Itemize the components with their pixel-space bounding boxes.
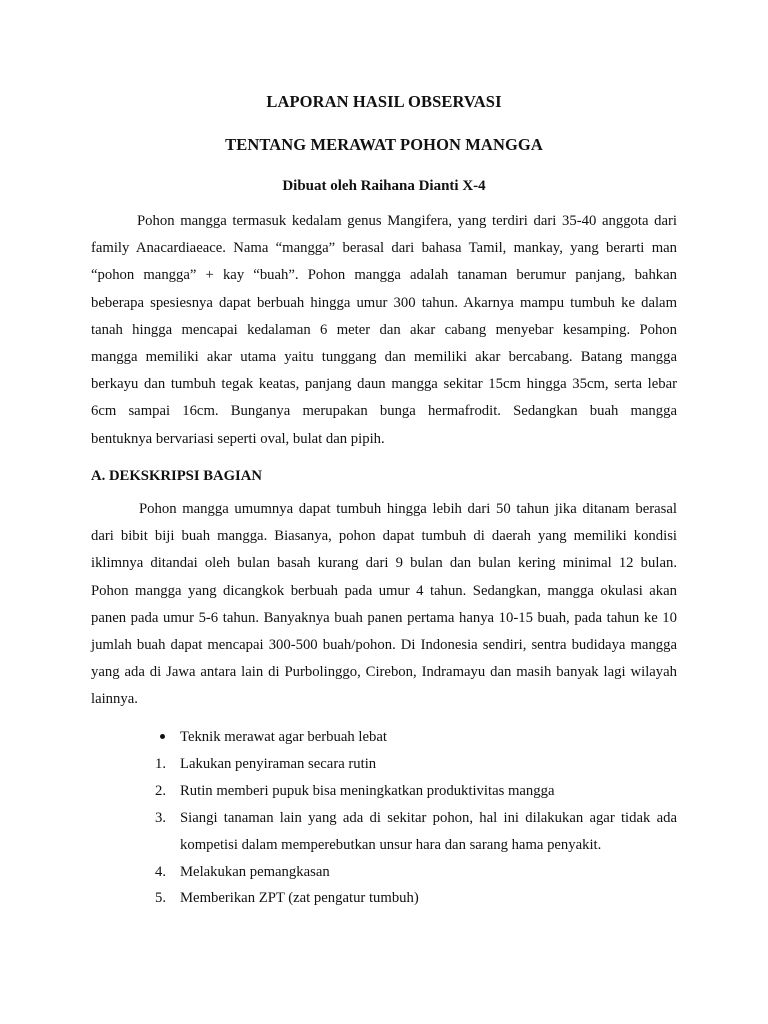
list-item-number: 4. — [155, 864, 167, 880]
report-title: LAPORAN HASIL OBSERVASI — [266, 92, 502, 111]
list-item-number: 1. — [155, 756, 167, 772]
list-item-number: 2. — [155, 783, 167, 799]
section-a-paragraph — [91, 496, 677, 714]
list-item-text: Lakukan penyiraman secara rutin — [180, 756, 377, 772]
section-a-heading: A. DEKSKRIPSI BAGIAN — [91, 468, 262, 484]
list-item — [0, 862, 768, 889]
section-a-line: iklimnya ditandai oleh bulan basah kurang dari 9 bulan dan bulan kering minimal 12 bulan. — [91, 555, 677, 572]
intro-line: berkayu dan tumbuh tegak keatas, panjang daun mangga sekitar 15cm hingga 35cm, serta lebar — [91, 376, 677, 393]
intro-line: beberapa spesiesnya dapat berbuah hingga umur 300 tahun. Akarnya mampu tumbuh ke dalam — [91, 294, 677, 311]
intro-line: mangga memiliki akar utama yaitu tunggang dan memiliki akar bercabang. Batang mangga — [91, 348, 677, 365]
list-item — [0, 727, 768, 754]
list-item-text: Teknik merawat agar berbuah lebat — [180, 729, 387, 745]
intro-line: bentuknya bervariasi seperti oval, bulat dan pipih. — [91, 430, 385, 447]
list-item-text: Melakukan pemangkasan — [180, 864, 330, 880]
section-a-line: Pohon mangga umumnya dapat tumbuh hingga lebih dari 50 tahun jika ditanam berasal — [139, 501, 677, 517]
section-a-line: panen pada umur 5-6 tahun. Banyaknya buah panen pertama hanya 10-15 buah, pada tahun ke 10 — [91, 609, 677, 626]
list-item — [0, 754, 768, 781]
list-item-text: kompetisi dalam memperebutkan unsur hara dan sarang hama penyakit. — [180, 837, 602, 853]
list-item-text: Rutin memberi pupuk bisa meningkatkan produktivitas mangga — [180, 783, 555, 799]
section-a-line: Pohon mangga yang dicangkok berbuah pada umur 4 tahun. Sedangkan, mangga okulasi akan — [91, 582, 677, 599]
report-subtitle: TENTANG MERAWAT POHON MANGGA — [225, 135, 543, 154]
section-a-line: lainnya. — [91, 691, 138, 708]
bullet-icon — [160, 734, 165, 739]
list-item-number: 3. — [155, 810, 167, 826]
section-a-line: yang ada di Jawa antara lain di Purbolinggo, Cirebon, Indramayu dan masih banyak lagi wilayah — [91, 664, 677, 681]
list-item — [0, 781, 768, 808]
list-item-text: Siangi tanaman lain yang ada di sekitar pohon, hal ini dilakukan agar tidak ada — [180, 810, 677, 826]
intro-line: “pohon mangga” + kay “buah”. Pohon mangga adalah tanaman berumur panjang, bahkan — [91, 267, 677, 284]
author-byline: Dibuat oleh Raihana Dianti X-4 — [282, 178, 486, 194]
list-item — [0, 888, 768, 915]
section-a-line: dari bibit biji buah mangga. Biasanya, pohon dapat tumbuh di daerah yang memiliki kondisi — [91, 528, 677, 545]
intro-line: 6cm sampai 16cm. Bunganya merupakan bunga hermafrodit. Sedangkan buah mangga — [91, 403, 677, 420]
list-item-text: Memberikan ZPT (zat pengatur tumbuh) — [180, 890, 419, 906]
intro-line: Pohon mangga termasuk kedalam genus Mangifera, yang terdiri dari 35-40 anggota dari — [137, 213, 677, 229]
intro-line: family Anacardiaeace. Nama “mangga” berasal dari bahasa Tamil, mankay, yang berarti man — [91, 240, 677, 257]
list-item-continuation — [0, 835, 768, 862]
intro-line: tanah hingga mencapai kedalaman 6 meter dan akar cabang menyebar kesamping. Pohon — [91, 321, 677, 338]
intro-paragraph — [91, 208, 677, 453]
list-item-number: 5. — [155, 890, 167, 906]
section-a-line: jumlah buah dapat mencapai 300-500 buah/pohon. Di Indonesia sendiri, sentra budidaya mangga — [91, 636, 677, 653]
list-item — [0, 808, 768, 835]
